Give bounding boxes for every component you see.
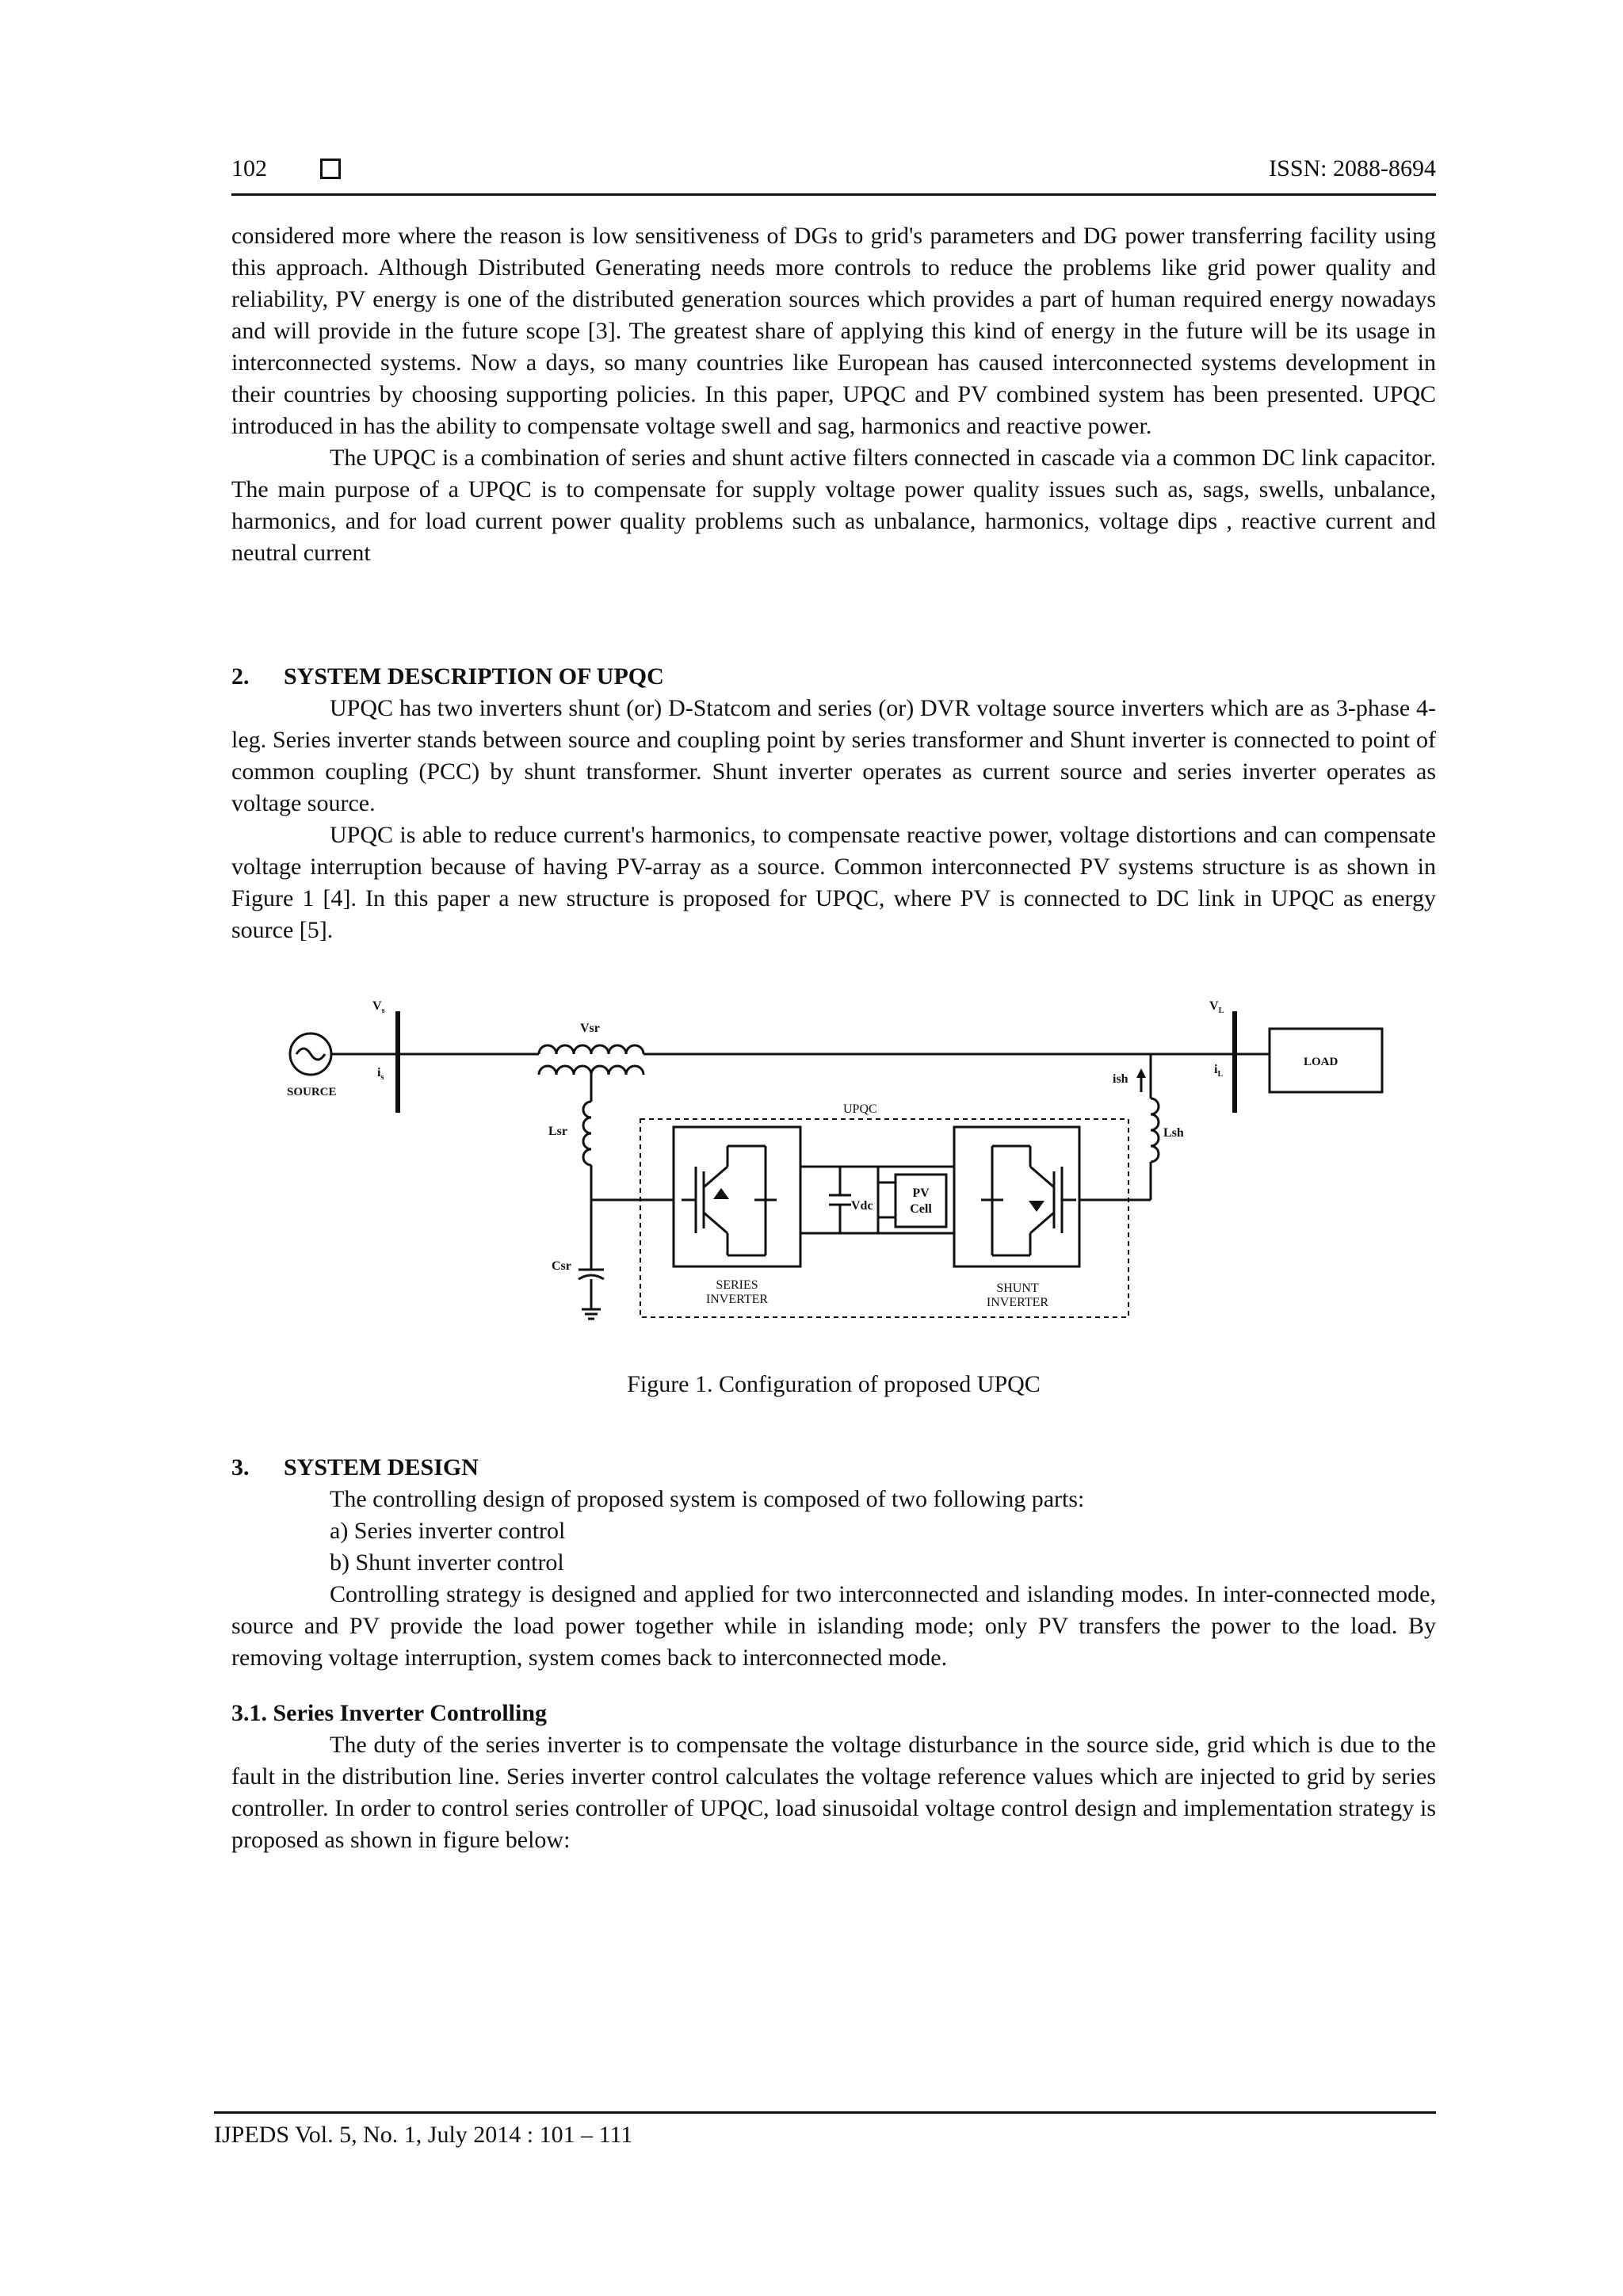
paragraph: considered more where the reason is low sensitiveness of DGs to grid's parameters and DG power transferring facility using this approach. Although Distributed Generating needs more controls to reduce the problems like grid power quality and reliability, PV energy is one of the distributed generation sources which provides a part of human required energy nowadays and will provide in the future scope [3]. The greatest share of applying this kind of energy in the future will be its usage in interconnected systems. Now a days, so many countries like European has caused interconnected systems development in their countries by choosing supporting policies. In this paper, UPQC and PV combined system has been presented. UPQC introduced in has the ability to compensate voltage swell and sag, harmonics and reactive power. xyxy=(231,223,1436,439)
intro-text xyxy=(231,220,1436,569)
label-lsr: Lsr xyxy=(548,1125,567,1138)
label-shunt: SHUNT xyxy=(996,1282,1039,1295)
arrow-up-icon xyxy=(1136,1068,1146,1078)
inductor-lsh xyxy=(1151,1098,1159,1162)
label-csr: Csr xyxy=(552,1259,571,1273)
section-title: SYSTEM DESCRIPTION OF UPQC xyxy=(284,663,664,690)
label-is: $i_s$ xyxy=(377,1066,384,1082)
section-heading xyxy=(231,1452,479,1484)
label-vs: $V_s$ xyxy=(372,999,385,1015)
subsection-heading: 3.1. Series Inverter Controlling xyxy=(231,1700,548,1726)
shunt-inverter-box xyxy=(954,1127,1079,1266)
inductor-lsr xyxy=(583,1102,591,1165)
label-load: LOAD xyxy=(1304,1056,1338,1068)
label-upqc: UPQC xyxy=(843,1102,877,1116)
series-transformer-secondary xyxy=(539,1066,643,1075)
paragraph: Controlling strategy is designed and applied for two interconnected and islanding modes. In inter-connected mode, source and PV provide the load power together while in islanding mode; only PV transfers the power to the load. By removing voltage interruption, system comes back to interconnected mode. xyxy=(231,1581,1436,1671)
section-3-1-text xyxy=(231,1729,1436,1856)
series-transformer-primary xyxy=(539,1045,643,1054)
label-pv: PV xyxy=(912,1186,930,1200)
label-series: SERIES xyxy=(716,1278,758,1292)
label-cell: Cell xyxy=(910,1202,932,1216)
page-number: 102 xyxy=(231,155,267,181)
label-shunt-inverter: INVERTER xyxy=(986,1296,1049,1309)
capacitor-csr xyxy=(579,1275,604,1279)
label-vdc: Vdc xyxy=(851,1199,873,1213)
square-bullet-icon xyxy=(320,159,341,179)
upqc-circuit-diagram xyxy=(269,991,1403,1339)
page-footer: IJPEDS Vol. 5, No. 1, July 2014 : 101 – 111 xyxy=(214,2111,1436,2149)
paragraph: UPQC has two inverters shunt (or) D-Statcom and series (or) DVR voltage source inverters which are as 3-phase 4-leg. Series inverter stands between source and coupling point by series transformer and Shunt inverter is connected to point of common coupling (PCC) by shunt transformer. Shunt inverter operates as current source and series inverter operates as voltage source. xyxy=(231,695,1436,816)
label-il: $i_L$ xyxy=(1214,1063,1224,1079)
sine-wave-icon xyxy=(296,1049,325,1060)
diode-icon xyxy=(713,1188,729,1199)
series-inverter-box xyxy=(674,1127,800,1266)
paragraph: The duty of the series inverter is to compensate the voltage disturbance in the source side, grid which is due to the fault in the distribution line. Series inverter control calculates the voltage reference values which are injected to grid by series controller. In order to control series controller of UPQC, load sinusoidal voltage control design and implementation strategy is proposed as shown in figure below: xyxy=(231,1732,1436,1853)
paragraph: The controlling design of proposed system is composed of two following parts: xyxy=(330,1486,1085,1512)
paragraph: UPQC is able to reduce current's harmonics, to compensate reactive power, voltage distortions and can compensate voltage interruption because of having PV-array as a source. Common interconnected PV systems structure is as shown in Figure 1 [4]. In this paper a new structure is proposed for UPQC, where PV is connected to DC link in UPQC as energy source [5]. xyxy=(231,822,1436,943)
section-2-text xyxy=(231,693,1436,946)
list-item: b) Shunt inverter control xyxy=(330,1549,564,1576)
section-heading xyxy=(231,661,664,693)
paragraph: The UPQC is a combination of series and shunt active filters connected in cascade via a common DC link capacitor. The main purpose of a UPQC is to compensate for supply voltage power quality issues such as, sags, swells, unbalance, harmonics, and for load current power quality problems such as unbalance, harmonics, voltage dips , reactive current and neutral current xyxy=(231,445,1436,566)
list-item: a) Series inverter control xyxy=(330,1518,566,1544)
label-lsh: Lsh xyxy=(1163,1126,1184,1140)
figure-caption: Figure 1. Configuration of proposed UPQC xyxy=(627,1371,1041,1397)
pv-cell-box xyxy=(896,1175,946,1227)
label-source: SOURCE xyxy=(287,1086,337,1098)
label-vl: $V_L$ xyxy=(1209,999,1224,1015)
section-3-text xyxy=(231,1484,1436,1674)
label-ish: ish xyxy=(1113,1072,1128,1086)
section-number: 2. xyxy=(231,663,250,690)
label-series-inverter: INVERTER xyxy=(705,1293,769,1306)
section-title: SYSTEM DESIGN xyxy=(284,1454,479,1480)
section-number: 3. xyxy=(231,1454,250,1480)
page-header xyxy=(231,155,1436,196)
diode-icon xyxy=(1029,1201,1044,1212)
issn: ISSN: 2088-8694 xyxy=(1269,155,1436,181)
label-vsr: Vsr xyxy=(580,1022,600,1035)
